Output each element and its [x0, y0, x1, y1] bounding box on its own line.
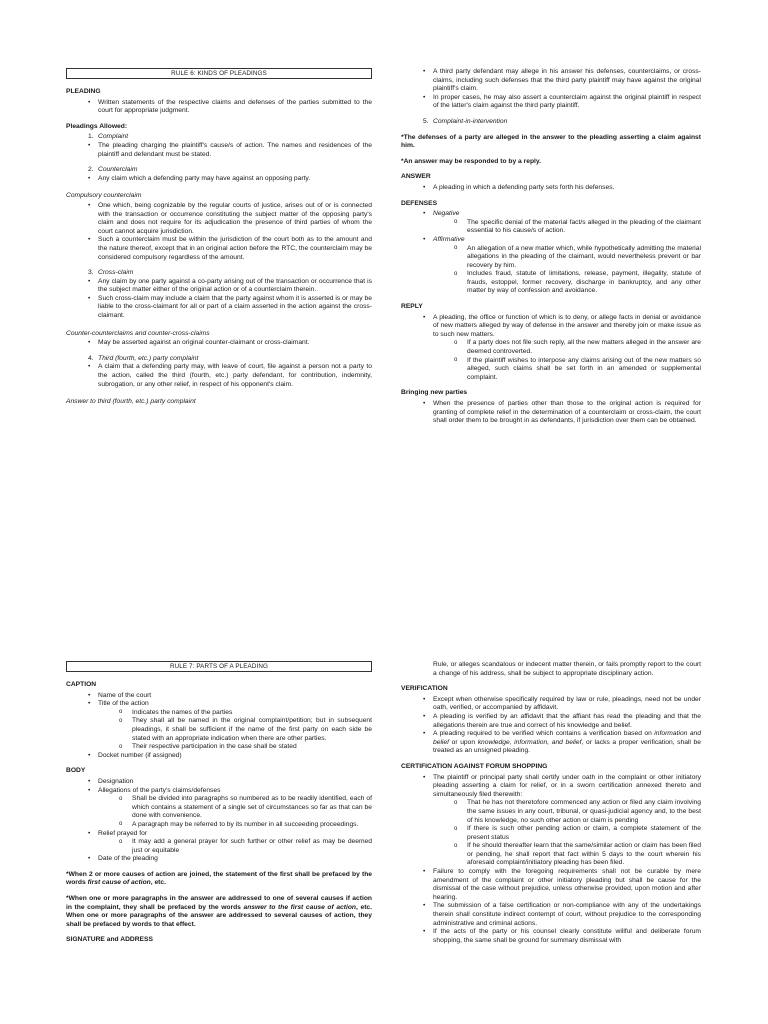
counterclaim-list — [66, 166, 372, 183]
answer-third-party-title: Answer to third (fourth, etc.) party complaint — [66, 398, 196, 406]
intervention-list — [401, 118, 701, 127]
list-item: • A third party defendant may allege in his answer his defenses, counterclaims, or cross-claims, including such defenses that the third party plaintiff may have against the original plaintiff's claim. — [401, 68, 701, 94]
answer-third-list — [401, 68, 701, 111]
rule6-left-column — [66, 68, 372, 408]
reply-heading: REPLY — [401, 303, 423, 311]
list-item: • The pleading charging the plaintiff's cause/s of action. The names and residences of the plaintiff and defendant must be stated. — [66, 142, 372, 159]
third-party-list — [66, 355, 372, 389]
sub-list-item: o That he has not theretofore commenced any action or filed any claim involving the same issues in any court, tribunal, or quasi-judicial agency and, to the best of his knowledge, no such other action or claim is pending — [401, 799, 701, 825]
sub-list-item: o Their respective participation in the case shall be stated — [66, 743, 372, 752]
counterclaim-item: 2. Counterclaim — [88, 166, 138, 174]
sub-list-item: o The specific denial of the material fact/s alleged in the pleading of the claimant essential to his cause/s of action. — [401, 219, 701, 236]
counter-counterclaims-title: Counter-counterclaims and counter-cross-claims — [66, 329, 210, 337]
list-item: • Such a counterclaim must be within the jurisdiction of the court both as to the amount and the nature thereof, except that in an original action before the RTC, the counterclaim may be considered compulsory regardless of the amount. — [66, 236, 372, 262]
defenses-list — [401, 210, 701, 296]
verification-heading: VERIFICATION — [401, 685, 448, 693]
rule7-left-column — [66, 661, 372, 947]
list-item: • Negative — [401, 210, 701, 219]
list-item: • A pleading, the office or function of which is to deny, or allege facts in denial or avoidance of new matters alleged by way of defense in the answer and thereby join or make issue as to such new matters. — [401, 314, 701, 340]
body-list — [66, 778, 372, 864]
answer-list — [401, 184, 701, 193]
caption-heading: CAPTION — [66, 681, 97, 688]
bringing-list — [401, 400, 701, 426]
list-item: • The submission of a false certification or non-compliance with any of the undertakings therein shall constitute indirect contempt of court, without prejudice to the corresponding administrative and criminal actions. — [401, 902, 701, 928]
list-item: • May be asserted against an original counter-claimant or cross-claimant. — [66, 339, 372, 348]
list-item: • Relief prayed for — [66, 830, 372, 839]
defenses-note: *The defenses of a party are alleged in the answer to the pleading asserting a claim against him. — [401, 133, 701, 150]
forum-shopping-heading: CERTIFICATION AGAINST FORUM SHOPPING — [401, 762, 548, 770]
sub-list-item: o If he should thereafter learn that the same/similar action or claim has been filed or pending, he shall report that fact within 5 days to the court wherein his aforesaid complaint/initiatory pleading has been filed. — [401, 842, 701, 868]
list-item: • A pleading is verified by an affidavit that the affiant has read the pleading and that the allegations therein are true and correct of his knowledge and belief. — [401, 713, 701, 730]
compulsory-counterclaim-title: Compulsory counterclaim — [66, 192, 142, 200]
sub-list-item: o If the plaintiff wishes to interpose any claims arising out of the new matters so alleged, such claims shall be set forth in an amended or supplemental complaint. — [401, 357, 701, 383]
bringing-new-parties-heading: Bringing new parties — [401, 389, 468, 397]
defenses-heading: DEFENSES — [401, 199, 438, 207]
list-item: • Designation — [66, 778, 372, 787]
sub-list-item: o Includes fraud, statute of limitations, release, payment, illegality, statute of frauds, estoppel, former recovery, discharge in bankruptcy, and any other matter by way of confession and avoidance. — [401, 270, 701, 296]
answer-paragraphs-note: *When one or more paragraphs in the answer are addressed to one of several causes if action in the complaint, they shall be prefaced by the words answer to the first cause of action, etc. When one or more paragraphs of the answer are addressed to several causes of action, they shall be prefaced by words to that effect. — [66, 895, 373, 928]
crossclaim-item: 3. Cross-claim — [88, 269, 134, 277]
list-item: • If the acts of the party or his counsel clearly constitute willful and deliberate forum shopping, the same shall be ground for summary dismissal with — [401, 928, 701, 945]
reply-list — [401, 314, 701, 383]
list-item: • When the presence of parties other than those to the original action is required for granting of complete relief in the determination of a counterclaim or cross-claim, the court shall order them to be brought in as defendants, if jurisdiction over them can be obtained. — [401, 400, 701, 426]
answer-heading: ANSWER — [401, 173, 431, 181]
list-item: • One which, being cognizable by the regular courts of justice, arises out of or is connected with the transaction or occurrence constituting the subject matter of the opposing party's claim and does not require for its adjudication the presence of third parties of whom the court cannot acquire jurisdiction. — [66, 202, 372, 236]
rule7-right-column — [401, 661, 701, 945]
list-item: • Written statements of the respective claims and defenses of the parties submitted to the court for appropriate judgment. — [66, 99, 372, 116]
list-item: • Date of the pleading — [66, 855, 372, 864]
verification-list — [401, 696, 701, 756]
rule6-title: RULE 6: KINDS OF PLEADINGS — [66, 68, 372, 79]
intervention-item: 5. Complaint-in-intervention — [423, 117, 508, 125]
sub-list-item: o Indicates the names of the parties — [66, 709, 372, 718]
reply-note: *An answer may be responded to by a reply. — [401, 157, 541, 165]
list-item: • Title of the action — [66, 700, 372, 709]
rule6-right-column — [401, 68, 701, 426]
sub-list-item: o They shall all be named in the original complaint/petition; but in subsequent pleadings, it shall be sufficient if the name of the first party on each side be stated with an appropriate indication when there are other parties. — [66, 717, 372, 743]
list-item: • A claim that a defending party may, with leave of court, file against a person not a party to the action, called the third (fourth, etc.) party defendant, for contribution, indemnity, subrogation, or any other relief, in respect of his opponent's claim. — [66, 363, 372, 389]
list-item: • Except when otherwise specifically required by law or rule, pleadings, need not be under oath, verified, or accompanied by affidavit. — [401, 696, 701, 713]
sub-list-item: o It may add a general prayer for such further or other relief as may be deemed just or equitable — [66, 838, 372, 855]
list-item: • Such cross-claim may include a claim that the party against whom it is asserted is or may be liable to the cross-claimant for all or part of a claim asserted in the action against the cross-claimant. — [66, 295, 372, 321]
causes-of-action-note: *When 2 or more causes of action are joined, the statement of the first shall be prefaced by the words first cause of action, etc. — [66, 870, 372, 887]
list-item: • Failure to comply with the foregoing requirements shall not be curable by mere amendment of the complaint or other initiatory pleading but shall be cause for the dismissal of the case without prejudice, unless otherwise provided, upon motion and after hearing. — [401, 868, 701, 902]
caption-list — [66, 692, 372, 761]
pleadings-allowed-heading: Pleadings Allowed: — [66, 122, 128, 130]
sub-list-item: o An allegation of a new matter which, while hypothetically admitting the material allegations in the pleading of the claimant, would nevertheless prevent or bar recovery by him. — [401, 245, 701, 271]
body-heading: BODY — [66, 767, 86, 775]
sub-list-item: o Shall be divided into paragraphs so numbered as to be readily identified, each of which contains a statement of a single set of circumstances so far as that can be done with convenience. — [66, 795, 372, 821]
list-item: • Any claim which a defending party may have against an opposing party. — [66, 175, 372, 184]
pleading-heading: PLEADING — [66, 88, 101, 95]
list-item: • The plaintiff or principal party shall certify under oath in the complaint or other initiatory pleading asserting a claim for relief, or in a sworn certification annexed thereto and simultaneously filed therewith: — [401, 774, 701, 800]
list-item: • A pleading in which a defending party sets forth his defenses. — [401, 184, 701, 193]
list-item: • Name of the court — [66, 692, 372, 701]
crossclaim-list — [66, 269, 372, 321]
pleading-list — [66, 99, 372, 116]
complaint-item: 1. Complaint — [88, 133, 129, 141]
list-item: • In proper cases, he may also assert a counterclaim against the original plaintiff in respect of the latter's claim against the third party plaintiff. — [401, 94, 701, 111]
sub-list-item: o If a party does not file such reply, all the new matters alleged in the answer are deemed controverted. — [401, 339, 701, 356]
sub-list-item: o If there is such other pending action or claim, a complete statement of the present status — [401, 825, 701, 842]
counter-counter-list — [66, 339, 372, 348]
signature-heading: SIGNATURE and ADDRESS — [66, 936, 153, 944]
rule7-title: RULE 7: PARTS OF A PLEADING — [66, 661, 372, 672]
list-item: • Affirmative — [401, 236, 701, 245]
forum-shopping-list — [401, 774, 701, 946]
list-item: • A pleading required to be verified which contains a verification based on information and belief or upon knowledge, information, and belief, or lacks a proper verification, shall be treated as an unsigned pleading. — [401, 730, 701, 756]
continued-text: Rule, or alleges scandalous or indecent matter therein, or fails promptly report to the court a change of his address, shall be subject to appropriate disciplinary action. — [433, 661, 701, 677]
sub-list-item: o A paragraph may be referred to by its number in all succeeding proceedings. — [66, 821, 372, 830]
complaint-list — [66, 133, 372, 159]
third-party-item: 4. Third (fourth, etc.) party complaint — [88, 354, 199, 362]
list-item: • Any claim by one party against a co-party arising out of the transaction or occurrence that is the subject matter either of the original action or of a counterclaim therein. — [66, 278, 372, 295]
list-item: • Allegations of the party's claims/defenses — [66, 787, 372, 796]
list-item: • Docket number (if assigned) — [66, 752, 372, 761]
compulsory-list — [66, 202, 372, 262]
